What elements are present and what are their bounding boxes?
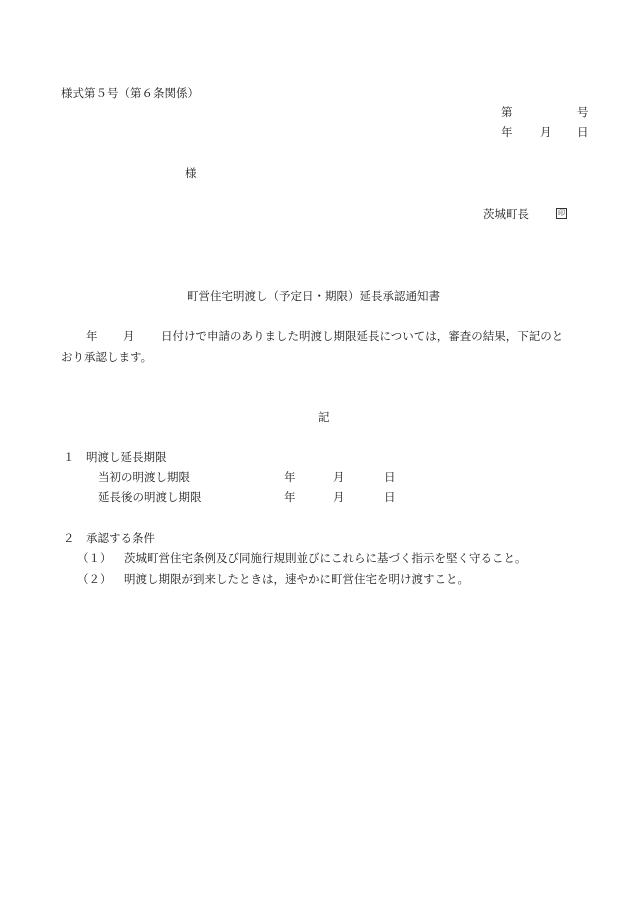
ki-marker: 記 <box>318 410 330 424</box>
section1-row-month: 月 <box>333 470 345 484</box>
addressee-suffix: 様 <box>185 166 197 180</box>
seal-mark: 印 <box>558 209 565 217</box>
body-line2: おり承認します。 <box>61 350 153 364</box>
condition-text: 明渡し期限が到来したときは，速やかに町営住宅を明け渡すこと。 <box>124 572 469 586</box>
section1-row-month: 月 <box>333 490 345 504</box>
section1-row-label: 当初の明渡し期限 <box>98 470 190 484</box>
section2-heading: ２ 承認する条件 <box>63 531 155 545</box>
body-month: 月 <box>123 329 135 343</box>
condition-text: 茨城町営住宅条例及び同施行規則並びにこれらに基づく指示を堅く守ること。 <box>124 551 527 565</box>
section1-row-day: 日 <box>384 490 396 504</box>
condition-number: （２） <box>77 572 112 586</box>
section1-row-label: 延長後の明渡し期限 <box>98 490 202 504</box>
doc-number-suffix: 号 <box>577 105 589 119</box>
section1-row-year: 年 <box>284 470 296 484</box>
section1-row-year: 年 <box>284 490 296 504</box>
date-month: 月 <box>540 125 552 139</box>
body-year: 年 <box>86 329 98 343</box>
section1-row-day: 日 <box>384 470 396 484</box>
date-year: 年 <box>501 125 513 139</box>
date-day: 日 <box>577 125 589 139</box>
condition-number: （１） <box>77 551 112 565</box>
form-label: 様式第５号（第６条関係） <box>61 86 199 100</box>
section1-heading: １ 明渡し延長期限 <box>63 450 167 464</box>
document-title: 町営住宅明渡し（予定日・期限）延長承認通知書 <box>187 289 440 303</box>
body-line1: 日付けで申請のありました明渡し期限延長については，審査の結果，下記のと <box>161 329 564 343</box>
issuer-name: 茨城町長 <box>483 207 529 221</box>
doc-number-prefix: 第 <box>501 105 513 119</box>
